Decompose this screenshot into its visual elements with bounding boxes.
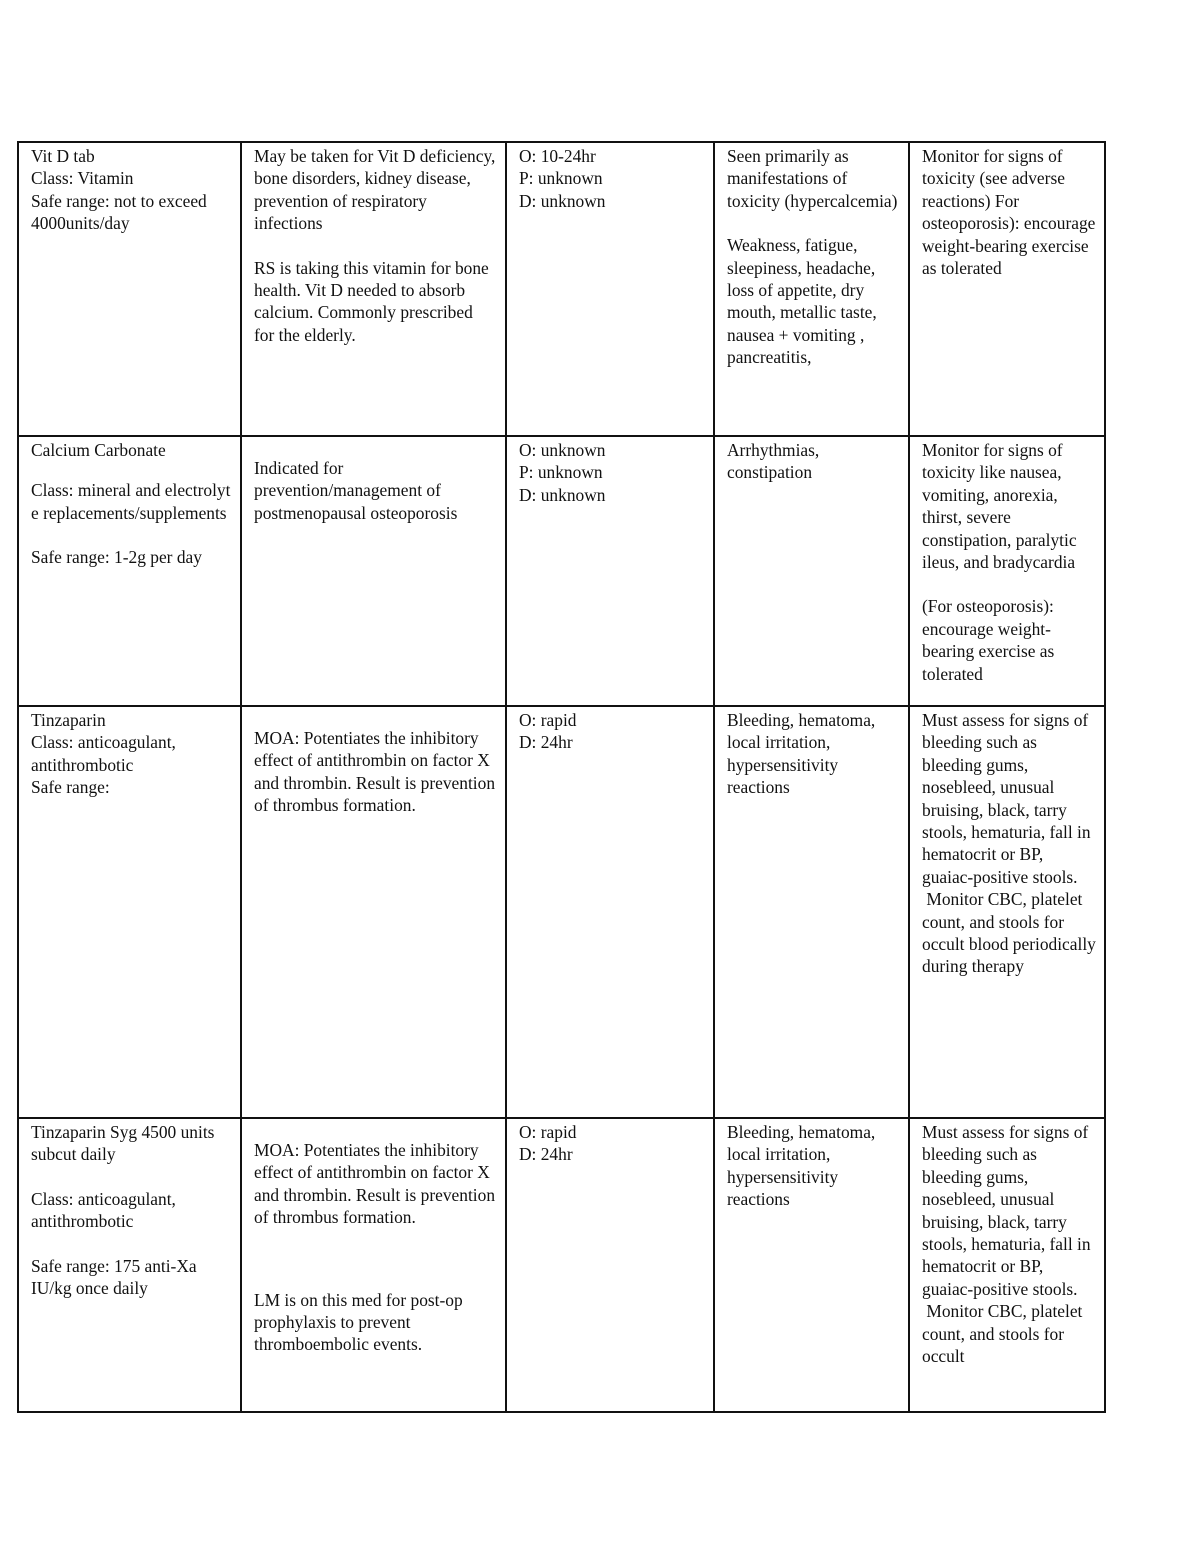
drug-safe-range: Safe range: not to exceed 4000units/day (31, 190, 207, 234)
indication-cell (241, 1118, 506, 1412)
nursing-cell (909, 1118, 1105, 1412)
onset-peak-duration-cell (506, 706, 714, 1118)
drug-class: Class: anticoagulant, antithrombotic (31, 732, 176, 775)
medication-table (17, 141, 1106, 1413)
indication-cell (241, 142, 506, 436)
adverse-text: Bleeding, hematoma, local irritation, hypersensitivity reactions (727, 710, 876, 798)
indication-note: LM is on this med for post-op prophylaxis to prevent thromboembolic events. (254, 1289, 463, 1355)
indication-text: MOA: Potentiates the inhibitory effect of antithrombin on factor X and thrombin. Result is prevention of thrombus formation. (254, 728, 496, 816)
onset-peak-duration-cell (506, 142, 714, 436)
drug-safe-range: Safe range: (31, 777, 110, 798)
drug-cell (18, 1118, 241, 1412)
nursing-text: Monitor for signs of toxicity (see adverse reactions) For osteoporosis): encourage weight-bearing exercise as tolerated (922, 146, 1096, 279)
onset-text: O: rapid (519, 1122, 577, 1142)
drug-name: Calcium Carbonate (31, 440, 166, 460)
onset-text: O: 10-24hr (519, 146, 596, 166)
adverse-text: Seen primarily as manifestations of toxicity (hypercalcemia) (727, 146, 898, 211)
peak-text: P: unknown (519, 462, 603, 483)
onset-peak-duration-cell (506, 1118, 714, 1412)
nursing-text: Must assess for signs of bleeding such as bleeding gums, nosebleed, unusual bruising, black, tarry stools, hematuria, fall in hematocrit or BP, guaiac-positive stools. (922, 1122, 1091, 1299)
indication-text: May be taken for Vit D deficiency, bone disorders, kidney disease, prevention of respiratory infections (254, 146, 496, 234)
nursing-cell (909, 142, 1105, 436)
adverse-text: Bleeding, hematoma, local irritation, hypersensitivity reactions (727, 1122, 876, 1210)
indication-note: RS is taking this vitamin for bone health. Vit D needed to absorb calcium. Commonly prescribed for the elderly. (254, 257, 489, 345)
indication-cell (241, 436, 506, 706)
adverse-list: Weakness, fatigue, sleepiness, headache, loss of appetite, dry mouth, metallic taste, nausea + vomiting , pancreatitis, (727, 235, 877, 368)
nursing-note: (For osteoporosis): encourage weight-bearing exercise as tolerated (922, 596, 1055, 684)
duration-text: D: unknown (519, 484, 606, 505)
table-row (18, 436, 1105, 706)
drug-class: Class: anticoagulant, antithrombotic (31, 1188, 176, 1232)
onset-peak-duration-cell (506, 436, 714, 706)
adverse-reactions-cell (714, 706, 909, 1118)
nursing-cell (909, 706, 1105, 1118)
drug-name: Tinzaparin (31, 710, 106, 730)
drug-cell (18, 142, 241, 436)
nursing-note: Monitor CBC, platelet count, and stools for occult (922, 1301, 1087, 1367)
table-row (18, 706, 1105, 1118)
indication-text: MOA: Potentiates the inhibitory effect of antithrombin on factor X and thrombin. Result is prevention of thrombus formation. (254, 1140, 496, 1228)
table-row (18, 1118, 1105, 1412)
nursing-note: Monitor CBC, platelet count, and stools for occult blood periodically during therapy (922, 889, 1101, 977)
duration-text: D: 24hr (519, 732, 573, 753)
indication-cell (241, 706, 506, 1118)
adverse-reactions-cell (714, 1118, 909, 1412)
duration-text: D: 24hr (519, 1144, 573, 1165)
nursing-cell (909, 436, 1105, 706)
drug-safe-range: Safe range: 175 anti-Xa IU/kg once daily (31, 1255, 197, 1299)
adverse-reactions-cell (714, 142, 909, 436)
table-row (18, 142, 1105, 436)
indication-text: Indicated for prevention/management of postmenopausal osteoporosis (254, 458, 458, 523)
peak-text: P: unknown (519, 168, 603, 189)
drug-cell (18, 436, 241, 706)
adverse-reactions-cell (714, 436, 909, 706)
duration-text: D: unknown (519, 190, 606, 211)
drug-safe-range: Safe range: 1-2g per day (31, 547, 202, 568)
onset-text: O: unknown (519, 440, 606, 460)
adverse-text: Arrhythmias, constipation (727, 440, 820, 483)
drug-class: Class: mineral and electrolyte replacements/supplements (31, 480, 231, 523)
onset-text: O: rapid (519, 710, 577, 730)
drug-class: Class: Vitamin (31, 168, 134, 189)
drug-name: Vit D tab (31, 146, 95, 166)
nursing-text: Must assess for signs of bleeding such as bleeding gums, nosebleed, unusual bruising, black, tarry stools, hematuria, fall in hematocrit or BP, guaiac-positive stools. (922, 710, 1091, 887)
nursing-text: Monitor for signs of toxicity like nausea, vomiting, anorexia, thirst, severe constipation, paralytic ileus, and bradycardia (922, 440, 1077, 573)
drug-cell (18, 706, 241, 1118)
drug-name: Tinzaparin Syg 4500 units subcut daily (31, 1122, 215, 1165)
